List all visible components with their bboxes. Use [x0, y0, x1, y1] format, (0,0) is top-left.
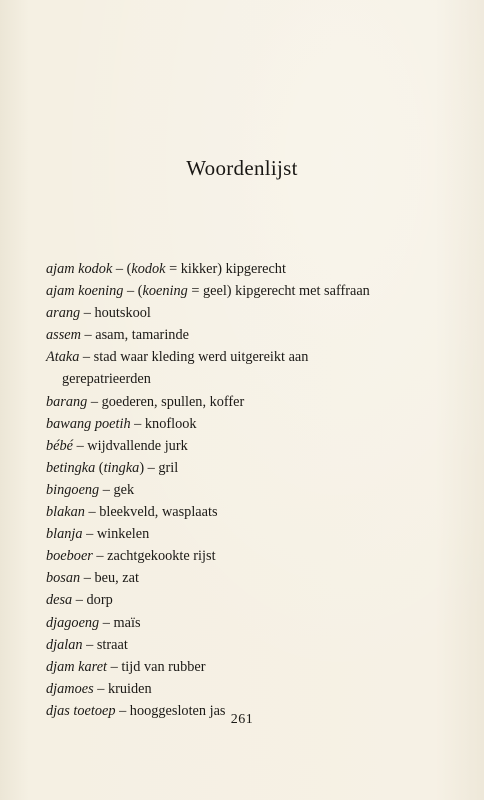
entry-term: blakan — [46, 504, 85, 521]
entry-definition: – kruiden — [93, 680, 152, 697]
entry-term: assem — [46, 327, 81, 344]
entry-term: barang — [46, 393, 88, 410]
glossary-entry — [46, 678, 446, 700]
glossary-entry — [46, 634, 446, 656]
entry-term: djamoes — [46, 680, 94, 697]
entry-term: bawang poetih — [46, 415, 131, 432]
entry-term: djalan — [46, 636, 83, 653]
entry-term: bosan — [46, 570, 81, 587]
entry-separator: – ( — [123, 283, 143, 300]
glossary-entry — [46, 567, 446, 589]
glossary-entry — [46, 280, 446, 302]
entry-definition: = geel) kipgerecht met saffraan — [187, 283, 370, 300]
glossary-entry — [46, 589, 446, 611]
entry-definition: – bleekveld, wasplaats — [84, 504, 218, 521]
entry-definition: – stad waar kleding werd uitgereikt aan — [79, 349, 309, 366]
entry-definition: – dorp — [72, 592, 113, 609]
page-title: Woordenlijst — [186, 156, 298, 180]
entry-definition: – winkelen — [82, 526, 150, 543]
glossary-entry — [46, 302, 446, 324]
entry-definition: – wijdvallende jurk — [73, 437, 188, 454]
entry-term: djam karet — [46, 658, 108, 675]
entry-definition: – goederen, spullen, koffer — [87, 393, 245, 410]
entry-term: betingka — [46, 459, 96, 476]
entry-inline-term: kodok — [131, 261, 166, 277]
glossary-entry — [46, 656, 446, 678]
entry-term: bingoeng — [46, 481, 100, 498]
entry-inline-term: koening — [142, 283, 188, 300]
entry-definition: = kikker) kipgerecht — [165, 261, 286, 277]
entry-definition: – asam, tamarinde — [80, 327, 189, 344]
glossary-entry — [46, 258, 446, 280]
glossary-entry — [46, 457, 446, 479]
entry-term: Ataka — [46, 349, 80, 366]
entry-definition: ) – gril — [139, 459, 179, 476]
entry-term: blanja — [46, 526, 83, 543]
entry-term: ajam koening — [46, 283, 124, 300]
glossary-entry — [46, 391, 446, 413]
entry-definition: – zachtgekookte rijst — [92, 548, 216, 565]
entry-separator: ( — [95, 459, 104, 476]
page-number: 261 — [230, 712, 254, 727]
entry-definition: – houtskool — [80, 305, 151, 322]
entry-term: boeboer — [46, 548, 93, 565]
entry-term: djas toetoep — [46, 702, 116, 719]
glossary-entry — [46, 545, 446, 567]
glossary-entry — [46, 324, 446, 346]
entry-separator: – ( — [112, 261, 132, 277]
entry-term: djagoeng — [46, 614, 100, 631]
glossary-entry — [46, 523, 446, 545]
entry-term: ajam kodok — [46, 261, 113, 277]
glossary-entry — [46, 413, 446, 435]
glossary-list — [46, 258, 446, 722]
entry-inline-term: tingka — [103, 459, 140, 476]
glossary-entry — [46, 501, 446, 523]
entry-term: arang — [46, 305, 81, 322]
entry-definition: – tijd van rubber — [107, 658, 206, 675]
glossary-entry — [46, 612, 446, 634]
entry-definition: – gek — [99, 481, 135, 498]
entry-definition: – straat — [82, 636, 128, 653]
entry-definition: – beu, zat — [80, 570, 139, 587]
entry-definition: – maïs — [99, 614, 141, 631]
entry-term: desa — [46, 592, 73, 609]
glossary-entry — [46, 435, 446, 457]
glossary-entry — [46, 479, 446, 501]
entry-definition: – knoflook — [130, 415, 197, 432]
entry-definition: – hooggesloten jas — [115, 702, 226, 719]
entry-term: bébé — [46, 437, 73, 454]
entry-definition-continuation: gerepatrieerden — [62, 371, 151, 388]
glossary-entry — [46, 346, 446, 390]
